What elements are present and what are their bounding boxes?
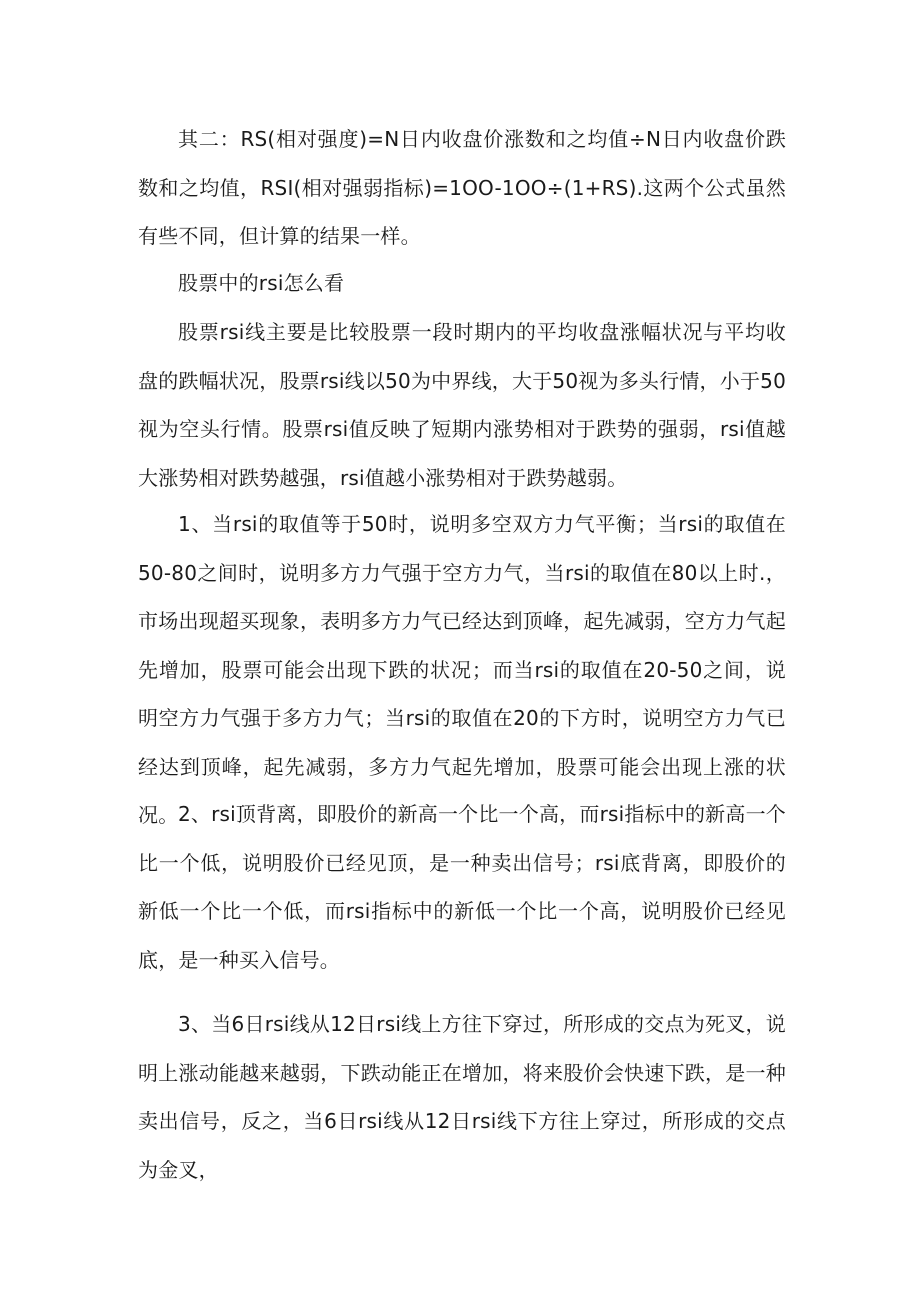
paragraph-rs-formula: 其二：RS(相对强度)=N日内收盘价涨数和之均值÷N日内收盘价跌数和之均值，RSI(相对强弱指标)=1OO-1OO÷(1+RS).这两个公式虽然有些不同，但计算的结果一样。 — [138, 127, 786, 248]
paragraph-point-3: 3、当6日rsi线从12日rsi线上方往下穿过，所形成的交点为死叉，说明上涨动能越来越弱，下跌动能正在增加，将来股价会快速下跌，是一种卖出信号，反之，当6日rsi线从12日rsi线下方往上穿过，所形成的交点为金叉， — [138, 1012, 786, 1182]
section-heading-rsi: 股票中的rsi怎么看 — [178, 271, 345, 295]
paragraph-point-1: 1、当rsi的取值等于50时，说明多空双方力气平衡；当rsi的取值在50-80之间时，说明多方力气强于空方力气，当rsi的取值在80以上时.，市场出现超买现象，表明多方力气已经达到顶峰，起先减弱，空方力气起先增加，股票可能会出现下跌的状况；而当rsi的取值在20-50之间，说明空方力气强于多方力气；当rsi的取值在20的下方时，说明空方力气已经达到顶峰，起先减弱，多方力气起先增加，股票可能会出现上涨的状况。 — [138, 512, 786, 827]
paragraph-rsi-overview: 股票rsi线主要是比较股票一段时期内的平均收盘涨幅状况与平均收盘的跌幅状况，股票rsi线以50为中界线，大于50视为多头行情，小于50视为空头行情。股票rsi值反映了短期内涨势相对于跌势的强弱，rsi值越大涨势相对跌势越强，rsi值越小涨势相对于跌势越弱。 — [138, 320, 786, 490]
paragraph-point-2: 2、rsi顶背离，即股价的新高一个比一个高，而rsi指标中的新高一个比一个低，说明股价已经见顶，是一种卖出信号；rsi底背离，即股价的新低一个比一个低，而rsi指标中的新低一个比一个高，说明股价已经见底，是一种买入信号。 — [138, 802, 786, 972]
